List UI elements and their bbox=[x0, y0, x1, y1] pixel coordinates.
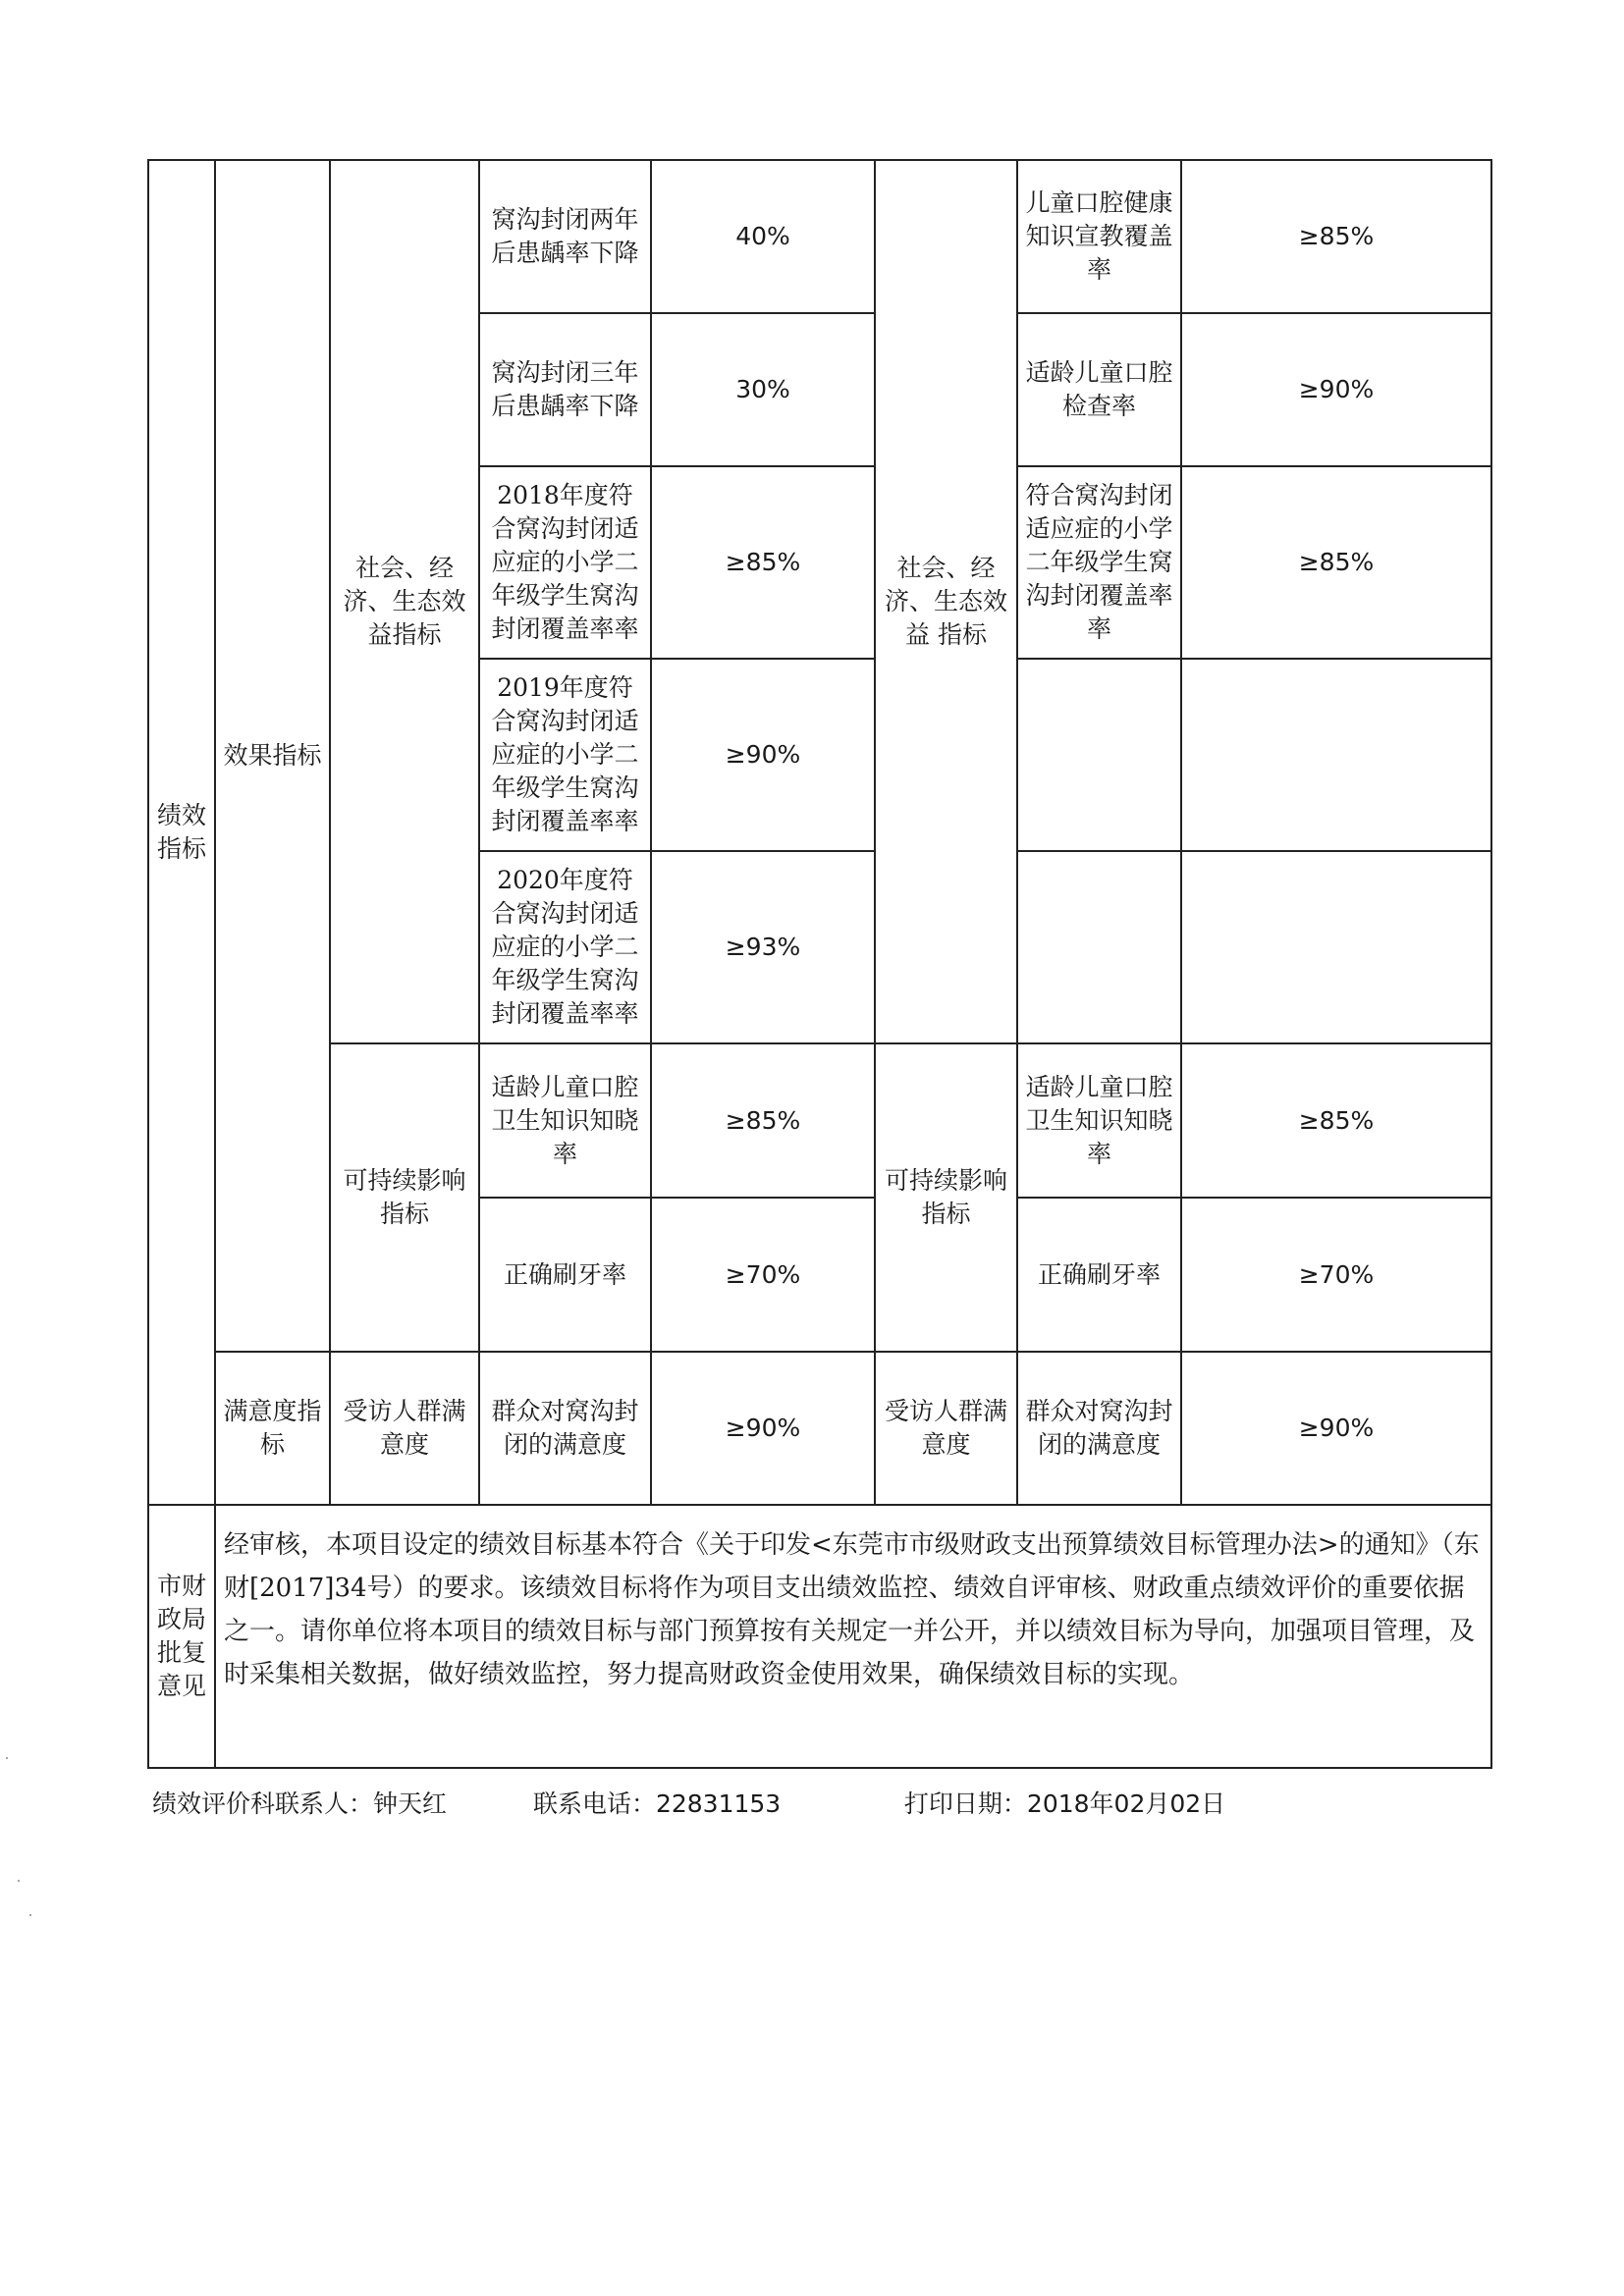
section-label-performance: 绩效指标 bbox=[148, 160, 215, 1505]
table-row bbox=[148, 160, 1491, 313]
footer-print-date bbox=[904, 1785, 1225, 1820]
left-indicator-value: ≥85% bbox=[651, 466, 875, 659]
scan-speck bbox=[29, 1914, 31, 1916]
left-indicator-name: 窝沟封闭两年后患龋率下降 bbox=[479, 160, 651, 313]
finance-opinion-label: 市财政局批复意见 bbox=[148, 1505, 215, 1768]
left-indicator-name: 窝沟封闭三年后患龋率下降 bbox=[479, 313, 651, 466]
right-indicator-value: ≥85% bbox=[1181, 1043, 1491, 1198]
satisfaction-sub-label-left: 受访人群满意度 bbox=[330, 1352, 479, 1505]
right-indicator-value bbox=[1181, 659, 1491, 851]
social-indicator-label-left: 社会、经济、生态效益指标 bbox=[330, 160, 479, 1043]
right-indicator-value: ≥85% bbox=[1181, 466, 1491, 659]
performance-table-wrapper bbox=[147, 159, 1490, 1769]
left-indicator-value: 30% bbox=[651, 313, 875, 466]
left-indicator-name: 2020年度符合窝沟封闭适应症的小学二年级学生窝沟封闭覆盖率率 bbox=[479, 851, 651, 1043]
left-indicator-value: ≥70% bbox=[651, 1198, 875, 1352]
footer-contact: 绩效评价科联系人：钟天红 bbox=[152, 1789, 448, 1818]
right-indicator-value bbox=[1181, 851, 1491, 1043]
left-indicator-value: ≥85% bbox=[651, 1043, 875, 1198]
right-indicator-value: ≥70% bbox=[1181, 1198, 1491, 1352]
table-row bbox=[148, 1043, 1491, 1198]
footer-phone-number: 22831153 bbox=[655, 1789, 782, 1818]
left-indicator-name: 2019年度符合窝沟封闭适应症的小学二年级学生窝沟封闭覆盖率率 bbox=[479, 659, 651, 851]
sustain-indicator-label-left: 可持续影响指标 bbox=[330, 1043, 479, 1352]
left-indicator-value: ≥90% bbox=[651, 1352, 875, 1505]
table-row bbox=[148, 1505, 1491, 1768]
right-indicator-value: ≥85% bbox=[1181, 160, 1491, 313]
scan-speck bbox=[6, 1757, 8, 1759]
left-indicator-name: 2018年度符合窝沟封闭适应症的小学二年级学生窝沟封闭覆盖率率 bbox=[479, 466, 651, 659]
right-indicator-name: 符合窝沟封闭适应症的小学二年级学生窝沟封闭覆盖率率 bbox=[1017, 466, 1181, 659]
performance-indicator-table bbox=[147, 159, 1492, 1769]
right-indicator-name: 适龄儿童口腔卫生知识知晓率 bbox=[1017, 1043, 1181, 1198]
footer-print-label: 打印日期： bbox=[903, 1789, 1027, 1818]
footer-phone-label: 联系电话： bbox=[532, 1789, 656, 1818]
right-indicator-name: 正确刷牙率 bbox=[1017, 1198, 1181, 1352]
table-row bbox=[148, 1352, 1491, 1505]
right-indicator-name: 群众对窝沟封闭的满意度 bbox=[1017, 1352, 1181, 1505]
sustain-indicator-label-right: 可持续影响指标 bbox=[875, 1043, 1017, 1352]
right-indicator-name: 适龄儿童口腔检查率 bbox=[1017, 313, 1181, 466]
footer-print-date-value: 2018年02月02日 bbox=[1026, 1789, 1226, 1818]
left-indicator-name: 群众对窝沟封闭的满意度 bbox=[479, 1352, 651, 1505]
finance-opinion-text: 经审核，本项目设定的绩效目标基本符合《关于印发<东莞市市级财政支出预算绩效目标管理办法>的通知》（东财[2017]34号）的要求。该绩效目标将作为项目支出绩效监控、绩效自评审核、财政重点绩效评价的重要依据之一。请你单位将本项目的绩效目标与部门预算按有关规定一并公开，并以绩效目标为导向，加强项目管理，及时采集相关数据，做好绩效监控，努力提高财政资金使用效果，确保绩效目标的实现。 bbox=[215, 1505, 1491, 1768]
left-indicator-value: ≥90% bbox=[651, 659, 875, 851]
satisfaction-indicator-label: 满意度指标 bbox=[215, 1352, 330, 1505]
footer-phone bbox=[533, 1785, 896, 1820]
left-indicator-value: ≥93% bbox=[651, 851, 875, 1043]
social-indicator-label-right: 社会、经济、生态效益 指标 bbox=[875, 160, 1017, 1043]
left-indicator-value: 40% bbox=[651, 160, 875, 313]
effect-indicator-label: 效果指标 bbox=[215, 160, 330, 1352]
scan-speck bbox=[18, 1880, 20, 1882]
right-indicator-value: ≥90% bbox=[1181, 1352, 1491, 1505]
right-indicator-name bbox=[1017, 659, 1181, 851]
satisfaction-sub-label-right: 受访人群满意度 bbox=[875, 1352, 1017, 1505]
left-indicator-name: 正确刷牙率 bbox=[479, 1198, 651, 1352]
right-indicator-name bbox=[1017, 851, 1181, 1043]
page-footer bbox=[152, 1785, 1527, 1820]
right-indicator-name: 儿童口腔健康知识宣教覆盖率 bbox=[1017, 160, 1181, 313]
left-indicator-name: 适龄儿童口腔卫生知识知晓率 bbox=[479, 1043, 651, 1198]
right-indicator-value: ≥90% bbox=[1181, 313, 1491, 466]
